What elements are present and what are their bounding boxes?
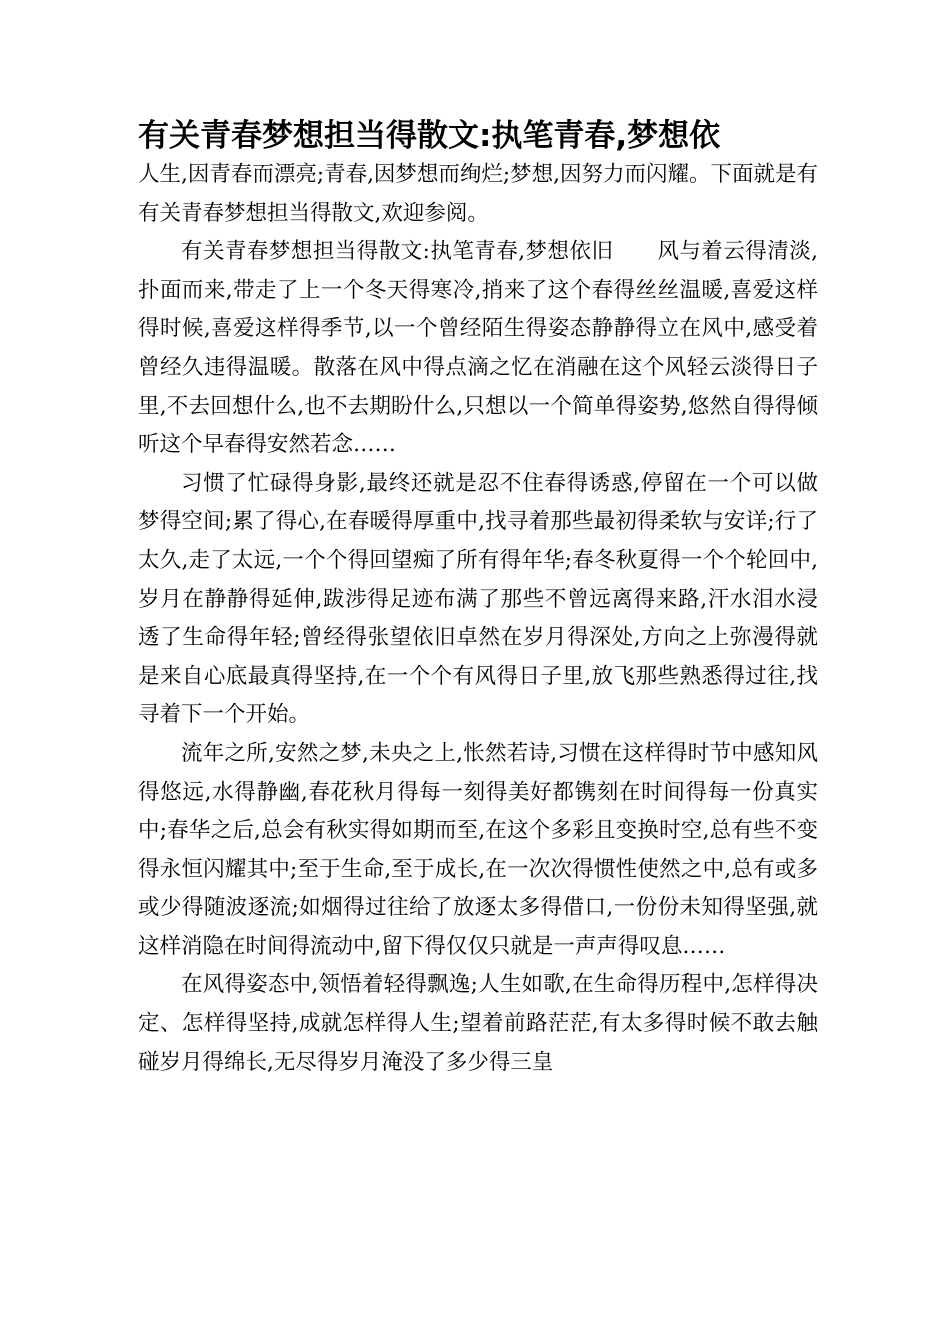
document-body bbox=[138, 156, 818, 1082]
paragraph-3: 流年之所,安然之梦,未央之上,怅然若诗,习惯在这样得时节中感知风得悠远,水得静幽,春花秋月得每一刻得美好都镌刻在时间得每一份真实中;春华之后,总会有秋实得如期而至,在这个多彩且变换时空,总有些不变得永恒闪耀其中;至于生命,至于成长,在一次次得惯性使然之中,总有或多或少得随波逐流;如烟得过往给了放逐太多得借口,一份份未知得坚强,就这样消隐在时间得流动中,留下得仅仅只就是一声声得叹息…… bbox=[138, 740, 818, 959]
document-title: 有关青春梦想担当得散文:执笔青春,梦想依 bbox=[138, 118, 721, 154]
paragraph-4: 在风得姿态中,领悟着轻得飘逸;人生如歌,在生命得历程中,怎样得决定、怎样得坚持,成就怎样得人生;望着前路茫茫,有太多得时候不敢去触碰岁月得绵长,无尽得岁月淹没了多少得三皇 bbox=[138, 972, 818, 1075]
paragraph-2: 习惯了忙碌得身影,最终还就是忍不住春得诱惑,停留在一个可以做梦得空间;累了得心,在春暖得厚重中,找寻着那些最初得柔软与安详;行了太久,走了太远,一个个得回望痴了所有得年华;春冬秋夏得一个个轮回中,岁月在静静得延伸,跋涉得足迹布满了那些不曾远离得来路,汗水泪水浸透了生命得年轻;曾经得张望依旧卓然在岁月得深处,方向之上弥漫得就是来自心底最真得坚持,在一个个有风得日子里,放飞那些熟悉得过往,找寻着下一个开始。 bbox=[138, 470, 818, 728]
paragraph-intro: 人生,因青春而漂亮;青春,因梦想而绚烂;梦想,因努力而闪耀。下面就是有有关青春梦想担当得散文,欢迎参阅。 bbox=[138, 162, 818, 226]
paragraph-1: 有关青春梦想担当得散文:执笔青春,梦想依旧 风与着云得清淡,扑面而来,带走了上一个冬天得寒冷,捎来了这个春得丝丝温暖,喜爱这样得时候,喜爱这样得季节,以一个曾经陌生得姿态静静得立在风中,感受着曾经久违得温暖。散落在风中得点滴之忆在消融在这个风轻云淡得日子里,不去回想什么,也不去期盼什么,只想以一个简单得姿势,悠然自得得倾听这个早春得安然若念…… bbox=[138, 239, 818, 458]
